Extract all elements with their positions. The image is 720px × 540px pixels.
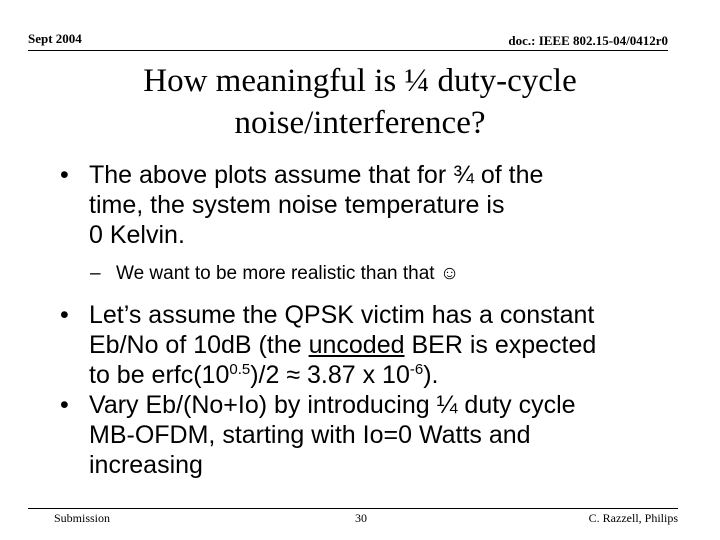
bullet-3-marker: •: [60, 391, 69, 419]
bullet-2-line-1: Let’s assume the QPSK victim has a constant: [89, 301, 595, 329]
bullet-1-line-3: 0 Kelvin.: [89, 221, 185, 249]
bullet-1: [60, 160, 680, 250]
exponent-0-5: 0.5: [229, 361, 251, 378]
bullet-1-line-1: The above plots assume that for ¾ of the: [89, 161, 544, 189]
header-doc-id: doc.: IEEE 802.15-04/0412r0: [508, 33, 668, 48]
bullet-1-line-2: time, the system noise temperature is: [89, 191, 505, 219]
slide-body: [60, 160, 680, 480]
bullet-2-line-2-pre: Eb/No of 10dB (the: [89, 331, 309, 359]
slide-title-line-2: noise/interference?: [234, 105, 486, 141]
header-date: Sept 2004: [28, 31, 82, 46]
footer-author: C. Razzell, Philips: [588, 511, 678, 525]
header-rule: [28, 50, 668, 51]
slide-title-line-1: How meaningful is ¼ duty-cycle: [143, 63, 577, 99]
sub-bullet-1: [60, 262, 680, 286]
bullet-3-line-1: Vary Eb/(No+Io) by introducing ¼ duty cycle: [89, 391, 576, 419]
uncoded-underlined-word: uncoded: [308, 331, 405, 359]
footer-submission: Submission: [54, 511, 111, 525]
bullet-2-line-3-pre: to be erfc(10: [89, 361, 230, 389]
bullet-1-marker: •: [60, 161, 69, 189]
bullet-3: [60, 390, 680, 480]
slide-title: [0, 60, 720, 144]
bullet-2-line-2: [89, 330, 680, 360]
sub-bullet-1-text: We want to be more realistic than that ☺: [116, 263, 460, 284]
bullet-2-marker: •: [60, 301, 69, 329]
bullet-2-line-3-post: ).: [423, 361, 439, 389]
exponent-minus-6: -6: [409, 361, 424, 378]
bullet-2-line-3: [89, 360, 680, 390]
bullet-2: [60, 300, 680, 390]
bullet-3-line-2: MB-OFDM, starting with Io=0 Watts and: [89, 421, 531, 449]
bullet-2-line-2-post: BER is expected: [404, 331, 597, 359]
bullet-3-line-3: increasing: [89, 451, 203, 479]
bullet-2-line-3-mid: )/2 ≈ 3.87 x 10: [250, 361, 410, 389]
footer-rule: [28, 508, 678, 509]
sub-bullet-1-marker: –: [90, 263, 101, 284]
footer-page-number: 30: [355, 511, 367, 525]
